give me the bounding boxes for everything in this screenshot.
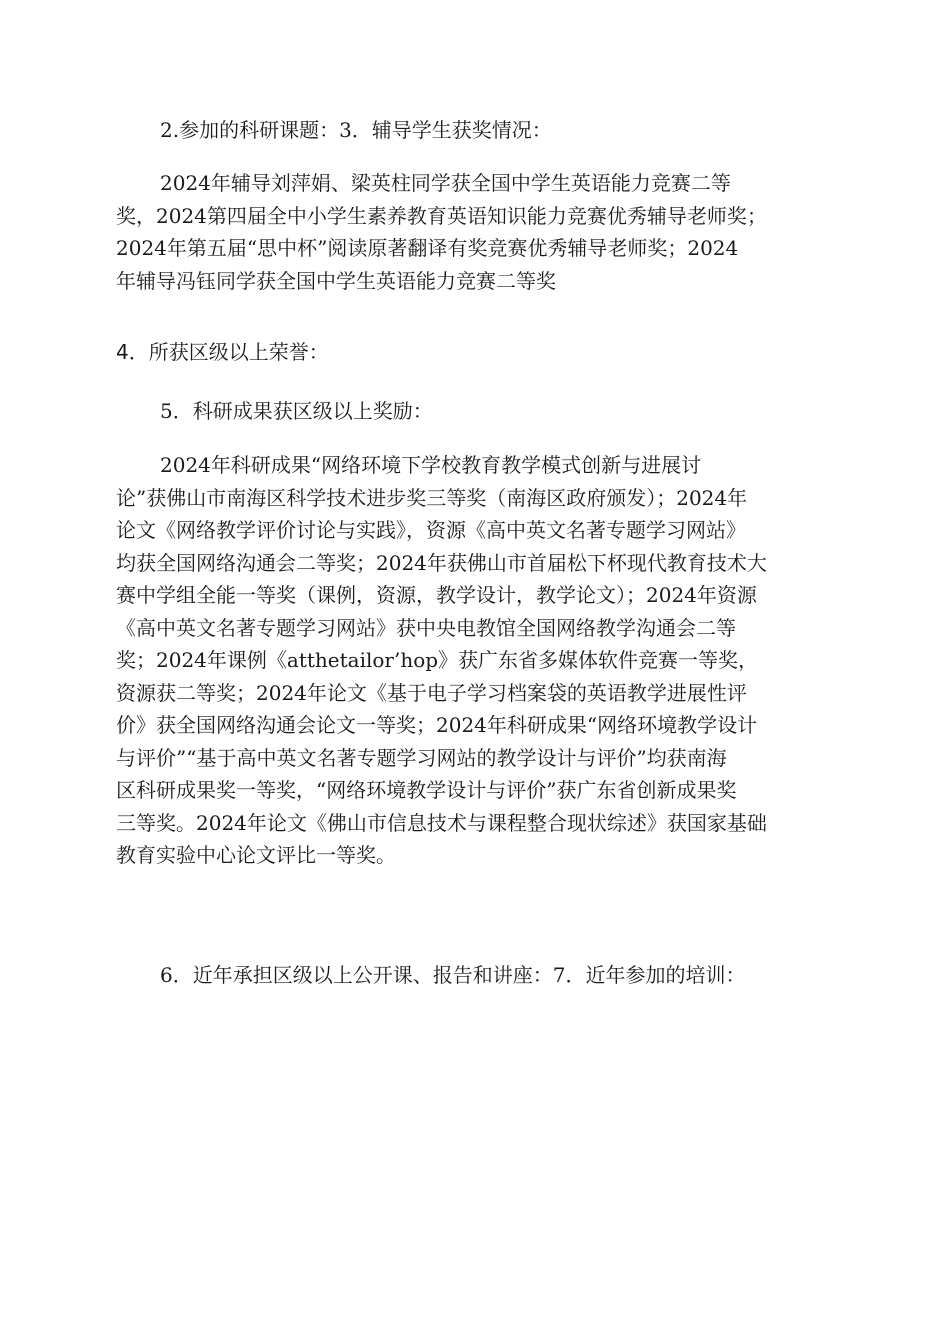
section-4-line [116,336,836,369]
section-4-heading [116,336,836,369]
section-5-text: 5．科研成果获区级以上奖励： [160,399,433,423]
paragraph-line: 论文《网络教学评价讨论与实践》，资源《高中英文名著专题学习网站》 [116,518,746,542]
section-6-7-heading [116,959,836,992]
paragraph-line: 年辅导冯钰同学获全国中学生英语能力竞赛二等奖 [116,268,556,293]
paragraph-line: 均获全国网络沟通会二等奖；2024年获佛山市首届松下杯现代教育技术大 [116,550,767,575]
paragraph-line: 2024年辅导刘萍娟、梁英柱同学获全国中学生英语能力竞赛二等 [160,171,731,195]
research-awards-paragraph [116,449,836,872]
paragraph-line: 教育实验中心论文评比一等奖。 [116,843,396,867]
section-6-7-text: 6．近年承担区级以上公开课、报告和讲座：7．近年参加的培训： [160,963,746,987]
paragraph-line: 奖，2024第四届全中小学生素养教育英语知识能力竞赛优秀辅导老师奖； [116,203,767,228]
section-4-number: 4 [116,340,129,364]
paragraph-line: 与评价”“基于高中英文名著专题学习网站的教学设计与评价”均获南海 [116,745,727,770]
paragraph-line: 区科研成果奖一等奖，“网络环境教学设计与评价”获广东省创新成果奖 [116,778,737,802]
paragraph-line: 奖；2024年课例《atthetailor’hop》获广东省多媒体软件竞赛一等奖， [116,648,759,672]
section-4-text: ．所获区级以上荣誉： [128,340,329,364]
paragraph-line: 价》获全国网络沟通会论文一等奖；2024年科研成果“网络环境教学设计 [116,713,758,737]
paragraph-line: 2024年第五届“思中杯”阅读原著翻译有奖竞赛优秀辅导老师奖；2024 [116,236,739,260]
paragraph-line: 《高中英文名著专题学习网站》获中央电教馆全国网络教学沟通会二等 [116,615,736,640]
paragraph-line: 资源获二等奖；2024年论文《基于电子学习档案袋的英语教学进展性评 [116,680,747,705]
paragraph-line: 赛中学组全能一等奖（课例，资源，教学设计，教学论文）；2024年资源 [116,583,757,607]
section-2-3-text: 2.参加的科研课题：3．辅导学生获奖情况： [160,118,552,142]
paragraph-line: 2024年科研成果“网络环境下学校教育教学模式创新与进展讨 [160,453,702,477]
paragraph-line: 论”获佛山市南海区科学技术进步奖三等奖（南海区政府颁发）；2024年 [116,485,748,510]
student-awards-paragraph [116,167,836,297]
paragraph-line: 三等奖。2024年论文《佛山市信息技术与课程整合现状综述》获国家基础 [116,810,767,835]
section-5-heading [116,395,836,428]
section-2-3-heading [116,114,836,147]
